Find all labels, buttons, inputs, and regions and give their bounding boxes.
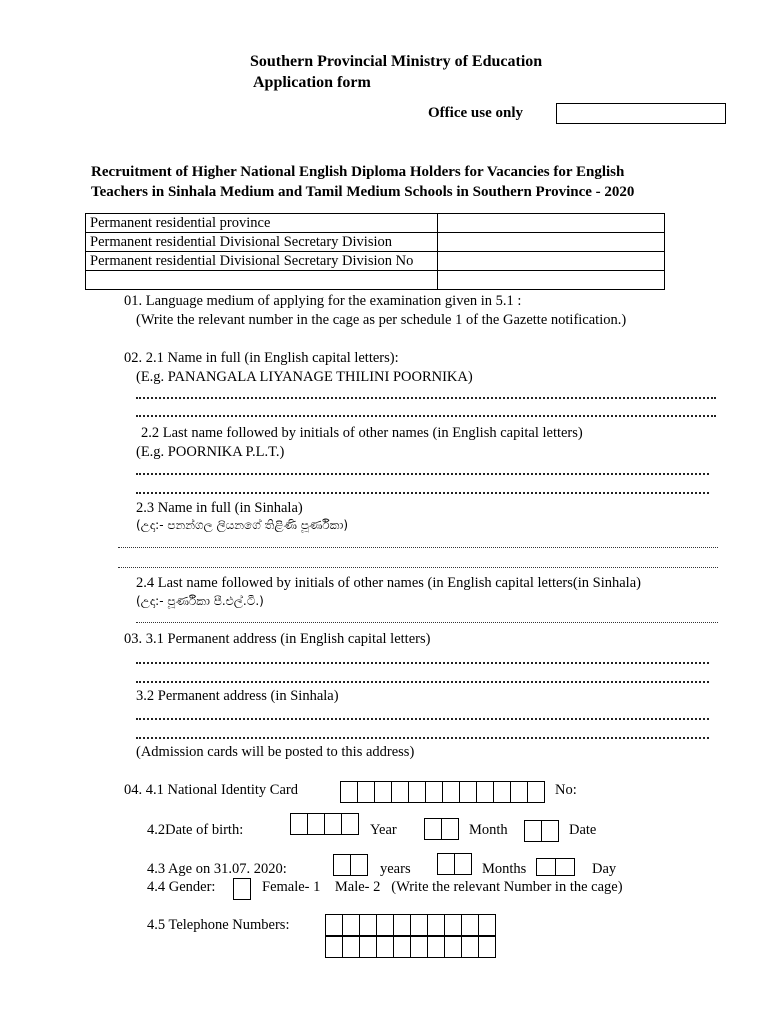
office-use-box[interactable]: [556, 103, 726, 124]
age-years-label: years: [380, 861, 411, 877]
q02-4-example: (උදා:- පූර්ණිකා පී.එල්.ටී.): [136, 594, 264, 608]
age-months-cells[interactable]: [437, 853, 472, 875]
q02-4-fill-line[interactable]: [136, 622, 718, 623]
table-row: [86, 214, 665, 233]
province-label: Permanent residential province: [86, 214, 438, 233]
q02-2-example: (E.g. POORNIKA P.L.T.): [136, 444, 285, 460]
q02-1-fill-line[interactable]: [136, 415, 716, 417]
phone-2-cells[interactable]: [325, 936, 496, 958]
form-title: Application form: [253, 74, 371, 91]
dob-date-label: Date: [569, 822, 597, 838]
table-row: [86, 252, 665, 271]
q02-3-label: 2.3 Name in full (in Sinhala): [136, 500, 303, 516]
phone-1-cells[interactable]: [325, 914, 496, 936]
dob-year-label: Year: [370, 822, 397, 838]
q03-2-fill-line[interactable]: [136, 718, 709, 720]
dob-year-cells[interactable]: [290, 813, 359, 835]
province-value-cell[interactable]: [438, 214, 665, 233]
q03-1-fill-line[interactable]: [136, 681, 709, 683]
q02-3-example: (උදා:- පනන්ගල ලියනගේ තිළිණි පූර්ණිකා): [136, 518, 349, 532]
q02-1-example: (E.g. PANANGALA LIYANAGE THILINI POORNIKA): [136, 369, 473, 385]
q04-1-label: 04. 4.1 National Identity Card: [124, 782, 298, 798]
gender-label: 4.4 Gender:: [147, 879, 216, 895]
nic-input-cells[interactable]: [340, 781, 545, 803]
q03-1-label: 03. 3.1 Permanent address (in English capital letters): [124, 631, 431, 647]
dob-date-cells[interactable]: [524, 820, 559, 842]
ministry-title: Southern Provincial Ministry of Education: [250, 53, 543, 70]
province-table: [85, 213, 665, 290]
dob-month-label: Month: [469, 822, 508, 838]
ds-division-value-cell[interactable]: [438, 233, 665, 252]
q03-2-label: 3.2 Permanent address (in Sinhala): [136, 688, 339, 704]
recruitment-title-line1: Recruitment of Higher National English Diploma Holders for Vacancies for English: [91, 164, 625, 180]
nic-no-label: No:: [555, 782, 577, 798]
age-months-label: Months: [482, 861, 527, 877]
dob-month-cells[interactable]: [424, 818, 459, 840]
table-row: [86, 233, 665, 252]
table-row: [86, 271, 665, 290]
ds-division-no-value-cell[interactable]: [438, 252, 665, 271]
office-use-label: Office use only: [428, 105, 523, 121]
q02-2-label: 2.2 Last name followed by initials of other names (in English capital letters): [141, 425, 583, 441]
age-days-cells[interactable]: [536, 858, 575, 876]
q02-1-fill-line[interactable]: [136, 397, 716, 399]
q02-3-fill-line[interactable]: [118, 547, 718, 548]
q02-3-fill-line[interactable]: [118, 567, 718, 568]
age-days-label: Day: [592, 861, 617, 877]
gender-options: Female- 1 Male- 2 (Write the relevant Number in the cage): [262, 879, 623, 895]
q03-note: (Admission cards will be posted to this address): [136, 744, 415, 760]
empty-label-cell: [86, 271, 438, 290]
q02-1-label: 02. 2.1 Name in full (in English capital letters):: [124, 350, 399, 366]
q03-2-fill-line[interactable]: [136, 737, 709, 739]
age-label: 4.3 Age on 31.07. 2020:: [147, 861, 287, 877]
q02-2-fill-line[interactable]: [136, 492, 709, 494]
q01-note: (Write the relevant number in the cage as per schedule 1 of the Gazette notification.): [136, 312, 627, 328]
q03-1-fill-line[interactable]: [136, 662, 709, 664]
phone-label: 4.5 Telephone Numbers:: [147, 917, 290, 933]
empty-value-cell[interactable]: [438, 271, 665, 290]
dob-label: 4.2Date of birth:: [147, 822, 244, 838]
ds-division-no-label: Permanent residential Divisional Secretary Division No: [86, 252, 438, 271]
q02-2-fill-line[interactable]: [136, 473, 709, 475]
q02-4-label: 2.4 Last name followed by initials of other names (in English capital letters(in Sinhala): [136, 575, 641, 591]
age-years-cells[interactable]: [333, 854, 368, 876]
ds-division-label: Permanent residential Divisional Secretary Division: [86, 233, 438, 252]
recruitment-title-line2: Teachers in Sinhala Medium and Tamil Medium Schools in Southern Province - 2020: [91, 184, 635, 200]
q01-text: 01. Language medium of applying for the examination given in 5.1 :: [124, 293, 522, 309]
gender-input-cell[interactable]: [233, 878, 251, 900]
